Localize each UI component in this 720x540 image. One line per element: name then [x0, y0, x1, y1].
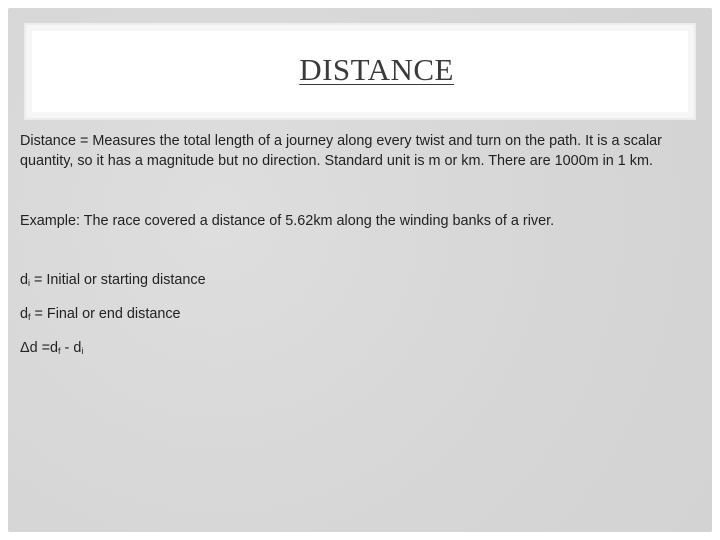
final-symbol: d — [20, 306, 29, 322]
final-subscript: f — [28, 312, 31, 322]
final-description: = Final or end distance — [30, 306, 181, 322]
definition-paragraph: Distance = Measures the total length of a journey along every twist and turn on the path. It is a scalar quantity, so it has a magnitude but no direction. Standard unit is m or km. There are 1000m in 1 km. — [20, 133, 662, 169]
final-distance-line — [20, 304, 710, 327]
formula-sub-f: f — [58, 346, 61, 356]
formula-minus: - d — [60, 340, 82, 356]
initial-description: = Initial or starting distance — [30, 272, 206, 288]
formula-sub-i: i — [81, 346, 84, 356]
initial-subscript: i — [28, 278, 31, 288]
formula-lhs: Δd =d — [20, 340, 59, 356]
slide-title: DISTANCE — [299, 52, 454, 87]
distance-formula — [20, 338, 710, 361]
initial-distance-line — [20, 270, 710, 293]
initial-symbol: d — [20, 272, 29, 288]
slide-body — [20, 131, 710, 361]
example-paragraph: Example: The race covered a distance of 5.62km along the winding banks of a river. — [20, 213, 555, 229]
